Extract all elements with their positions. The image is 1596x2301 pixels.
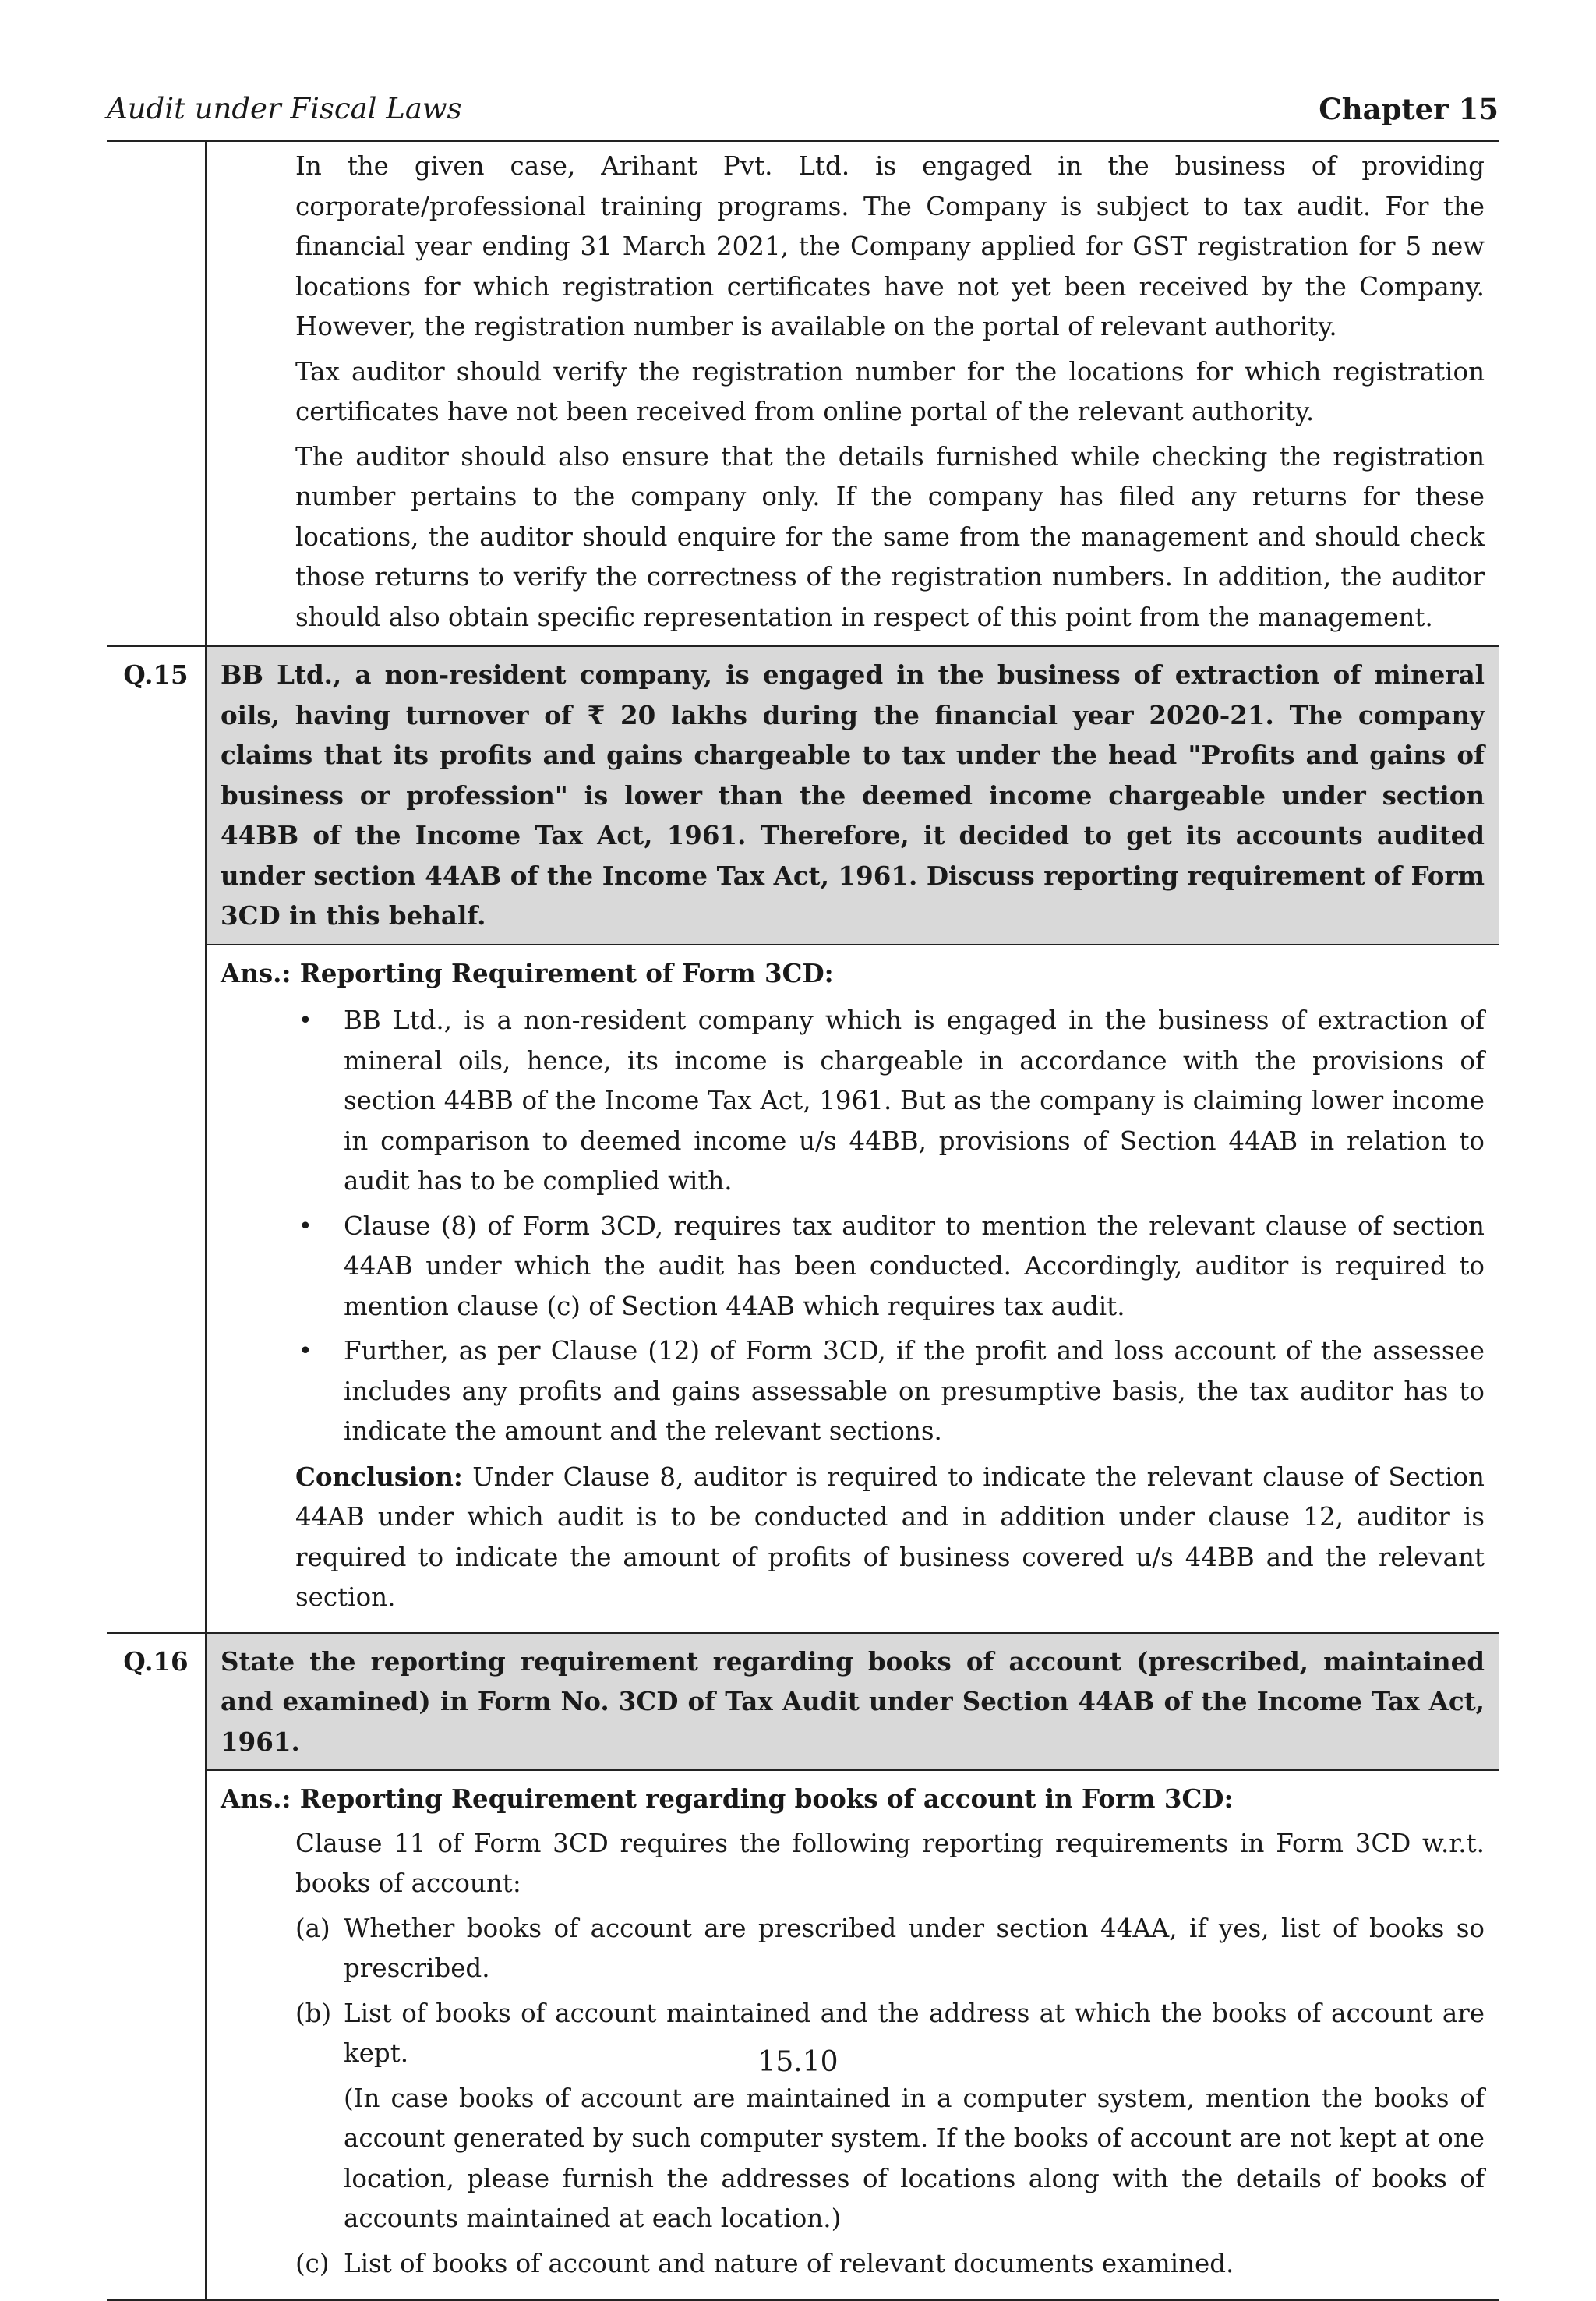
answer-heading: Ans.: Reporting Requirement regarding books of account in Form 3CD:	[221, 1783, 1234, 1814]
bullet-icon: •	[298, 1212, 312, 1240]
page-header	[107, 92, 1499, 140]
q15-answer-row	[107, 945, 1499, 1633]
bullet-text: Further, as per Clause (12) of Form 3CD, if the profit and loss account of the assessee includes any profits and gains assessable on presumptive basis, the tax auditor has to indicate the amount and the relevant sections.	[344, 1336, 1485, 1446]
paragraph: The auditor should also ensure that the details furnished while checking the registration number pertains to the company only. If the company has filed any returns for these locations, the auditor should enquire for the same from the management and should check those returns to verify the correctness of the registration numbers. In addition, the auditor should also obtain specific representation in respect of this point from the management.	[295, 441, 1485, 632]
bullet-icon: •	[298, 1338, 312, 1365]
bullet-icon: •	[298, 1007, 312, 1034]
bullet-text: BB Ltd., is a non-resident company which is engaged in the business of extraction of mineral oils, hence, its income is chargeable in accordance with the provisions of section 44BB of the Income Tax Act, 1961. But as the company is claiming lower income in comparison to deemed income u/s 44BB, provisions of Section 44AB in relation to audit has to be complied with.	[344, 1006, 1485, 1196]
q16-row	[107, 1633, 1499, 1771]
conclusion-text: Under Clause 8, auditor is required to indicate the relevant clause of Section 44AB under which audit is to be conducted and in addition under clause 12, auditor is required to indicate the amount of profits of business covered u/s 44BB and the relevant section.	[295, 1462, 1485, 1612]
answer-content	[206, 945, 1499, 1633]
question-number: Q.15	[107, 646, 206, 1633]
paragraph: Tax auditor should verify the registration number for the locations for which registration certificates have not been received from online portal of the relevant authority.	[295, 356, 1485, 426]
item-text: List of books of account and nature of relevant documents examined.	[344, 2248, 1234, 2278]
list-item	[295, 1331, 1485, 1452]
q16-answer-row	[107, 1770, 1499, 2300]
conclusion	[295, 1457, 1485, 1618]
item-letter: (c)	[295, 2248, 330, 2278]
conclusion-label: Conclusion:	[295, 1461, 463, 1492]
bullet-list	[295, 1001, 1485, 1452]
question-text: State the reporting requirement regarding books of account (prescribed, maintained and examined) in Form No. 3CD of Tax Audit under Section 44AB of the Income Tax Act, 1961.	[206, 1633, 1499, 1771]
note-paragraph: (In case books of account are maintained in a computer system, mention the books of account generated by such computer system. If the books of account are not kept at one location, please furnish the addresses of locations along with the details of books of accounts maintained at each location.)	[344, 2083, 1485, 2233]
bullet-text: Clause (8) of Form 3CD, requires tax auditor to mention the relevant clause of section 44AB under which the audit has been conducted. Accordingly, auditor is required to mention clause (c) of Section 44AB which requires tax audit.	[344, 1211, 1485, 1321]
intro-paragraph: Clause 11 of Form 3CD requires the following reporting requirements in Form 3CD w.r.t. books of account:	[295, 1828, 1485, 1898]
answer-heading: Ans.: Reporting Requirement of Form 3CD:	[221, 957, 834, 988]
question-text: BB Ltd., a non-resident company, is engaged in the business of extraction of mineral oils, having turnover of ₹ 20 lakhs during the financial year 2020-21. The company claims that its profits and gains chargeable to tax under the head "Profits and gains of business or profession" is lower than the deemed income chargeable under section 44BB of the Income Tax Act, 1961. Therefore, it decided to get its accounts audited under section 44AB of the Income Tax Act, 1961. Discuss reporting requirement of Form 3CD in this behalf.	[206, 646, 1499, 945]
section-title: Audit under Fiscal Laws	[107, 92, 462, 125]
continuation-row	[107, 141, 1499, 646]
list-item	[295, 1207, 1485, 1327]
list-item	[295, 1001, 1485, 1202]
item-text: Whether books of account are prescribed under section 44AA, if yes, list of books so prescribed.	[344, 1913, 1485, 1983]
list-item	[295, 1909, 1485, 1989]
lettered-list	[295, 2244, 1485, 2285]
item-text: List of books of account maintained and the address at which the books of account are kept.	[344, 1998, 1485, 2068]
page-number: 15.10	[757, 2046, 839, 2078]
item-letter: (b)	[295, 1998, 332, 2028]
continuation-number-cell	[107, 141, 206, 646]
chapter-title: Chapter 15	[1319, 92, 1499, 126]
answer-content	[206, 1770, 1499, 2300]
item-letter: (a)	[295, 1913, 330, 1943]
q15-row	[107, 646, 1499, 945]
qa-table	[107, 140, 1499, 2301]
continuation-content	[206, 141, 1499, 646]
paragraph: In the given case, Arihant Pvt. Ltd. is engaged in the business of providing corporate/professional training programs. The Company is subject to tax audit. For the financial year ending 31 March 2021, the Company applied for GST registration for 5 new locations for which registration certificates have not yet been received by the Company. However, the registration number is available on the portal of relevant authority.	[295, 151, 1485, 341]
list-item	[295, 2244, 1485, 2285]
question-number: Q.16	[107, 1633, 206, 2301]
